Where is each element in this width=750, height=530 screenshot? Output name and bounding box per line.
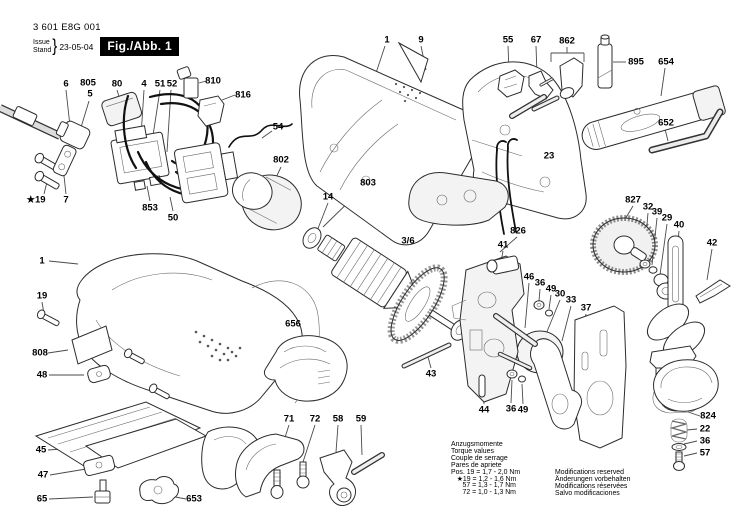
cord-clamp-7 (52, 144, 77, 177)
part-label-37: 37 (580, 302, 592, 314)
guard-824 (654, 360, 719, 412)
pin-44 (479, 375, 485, 397)
part-label-1: 1 (39, 255, 45, 267)
roller-lever-58 (320, 450, 356, 505)
torque-line: 57 = 1,3 - 1,7 Nm (451, 482, 516, 490)
part-label-4: 4 (141, 78, 147, 90)
torque-values-block (451, 442, 520, 497)
rod-43 (404, 345, 449, 366)
notice-line: Modifications reserved (555, 469, 624, 476)
nameplate-flag (399, 43, 428, 82)
washer-32 (640, 260, 650, 268)
plug-810 (177, 66, 198, 98)
part-label-54: 54 (272, 121, 284, 133)
part-label-652: 652 (658, 117, 674, 129)
part-label-23: 23 (543, 150, 555, 162)
torque-line: Torque values (451, 447, 494, 455)
modifications-notice-block (555, 470, 630, 498)
clamp-42 (696, 280, 730, 303)
part-label-40: 40 (673, 219, 685, 231)
part-label-36: 36 (534, 277, 546, 289)
part-label-58: 58 (332, 413, 344, 425)
notice-line: Salvo modificaciones (555, 489, 620, 497)
part-label-49: 49 (545, 283, 557, 295)
torque-line: 72 = 1,0 - 1,3 Nm (451, 489, 516, 497)
part-label-44: 44 (478, 404, 490, 416)
power-cord (0, 106, 60, 136)
pin-59 (354, 455, 382, 472)
part-label-41: 41 (497, 239, 509, 251)
issue-date: 23-05-04 (59, 41, 94, 52)
suppressor-80 (101, 91, 143, 127)
insert-48 (86, 364, 111, 384)
part-label-36: 36 (505, 403, 517, 415)
part-label-50: 50 (167, 212, 179, 224)
screw-57 (674, 452, 685, 471)
part-label-51: 51 (154, 78, 166, 90)
part-label-826: 826 (510, 225, 526, 237)
brush-holder-assembly (174, 140, 240, 203)
grease-tube-895 (598, 35, 612, 88)
issue-label-en: Issue (33, 39, 50, 46)
part-label-805: 805 (80, 77, 96, 89)
part-label-895: 895 (628, 56, 644, 68)
torque-line: Pares de apriete (451, 461, 502, 469)
base-plate-45 (36, 402, 206, 471)
notice-line: Änderungen vorbehalten (555, 475, 631, 483)
part-label-862: 862 (559, 35, 575, 47)
part-label-803: 803 (360, 177, 376, 189)
figure-label: Fig./Abb. 1 (100, 37, 179, 56)
part-label-816: 816 (235, 89, 251, 101)
part-label-65: 65 (36, 493, 48, 505)
part-label-5: 5 (87, 88, 93, 100)
part-label-49: 49 (517, 404, 529, 416)
part-label-67: 67 (530, 34, 542, 46)
part-label-59: 59 (355, 413, 367, 425)
torque-line: ★19 = 1,2 - 1,6 Nm (451, 475, 517, 483)
part-label-824: 824 (700, 410, 716, 422)
part-label-52: 52 (166, 78, 178, 90)
part-label-47: 47 (37, 469, 49, 481)
cord-grommet-805 (54, 117, 91, 150)
part-label-827: 827 (625, 194, 641, 206)
blower-tube-654 (579, 85, 727, 154)
bracket-816 (198, 96, 224, 126)
notice-line: Modifications réservées (555, 482, 628, 490)
part-label-656: 656 (285, 318, 301, 330)
part-label-72: 72 (309, 413, 321, 425)
gearbox-casting (409, 173, 508, 226)
torque-line: Anzugsmomente (451, 441, 503, 448)
part-label-55: 55 (502, 34, 514, 46)
spring-22 (671, 419, 687, 442)
torque-line: Couple de serrage (451, 454, 508, 462)
part-label-star19: ★19 (26, 194, 46, 206)
part-label-653: 653 (186, 493, 202, 505)
part-label-810: 810 (205, 75, 221, 87)
issue-label-de: Stand (33, 46, 52, 54)
screw-71 (271, 470, 283, 499)
part-label-22: 22 (699, 423, 711, 435)
part-label-14: 14 (322, 191, 334, 203)
part-label-6: 6 (63, 78, 69, 90)
part-label-80: 80 (111, 78, 123, 90)
screw-65 (95, 480, 110, 503)
part-label-39: 39 (651, 206, 663, 218)
part-label-36: 36 (699, 435, 711, 447)
part-653 (140, 477, 179, 504)
part-label-3/6: 3/6 (401, 235, 415, 247)
part-label-29: 29 (661, 212, 673, 224)
part-label-808: 808 (32, 347, 48, 359)
part-label-32: 32 (642, 201, 654, 213)
torque-line: Pos. 19 = 1,7 - 2,0 Nm (451, 468, 521, 476)
part-label-57: 57 (699, 447, 711, 459)
drawing-header (33, 22, 179, 56)
part-label-1: 1 (384, 34, 390, 46)
part-label-33: 33 (565, 294, 577, 306)
part-label-853: 853 (142, 202, 158, 214)
part-label-654: 654 (658, 56, 674, 68)
part-label-42: 42 (706, 237, 718, 249)
part-label-46: 46 (523, 271, 535, 283)
part-label-71: 71 (283, 413, 295, 425)
part-label-802: 802 (273, 154, 289, 166)
support-plate-37 (574, 306, 626, 448)
washer-36-bottom (672, 444, 686, 451)
brace-glyph: } (52, 36, 58, 57)
screw-72 (297, 462, 309, 488)
part-label-7: 7 (63, 194, 69, 206)
part-label-19: 19 (36, 290, 48, 302)
issue-stand-labels (33, 39, 51, 54)
part-label-48: 48 (36, 369, 48, 381)
part-label-45: 45 (35, 444, 47, 456)
part-label-9: 9 (418, 34, 424, 46)
part-label-30: 30 (554, 288, 566, 300)
type-number: 3 601 E8G 001 (33, 22, 101, 33)
part-label-43: 43 (425, 368, 437, 380)
washer-39 (649, 267, 657, 273)
